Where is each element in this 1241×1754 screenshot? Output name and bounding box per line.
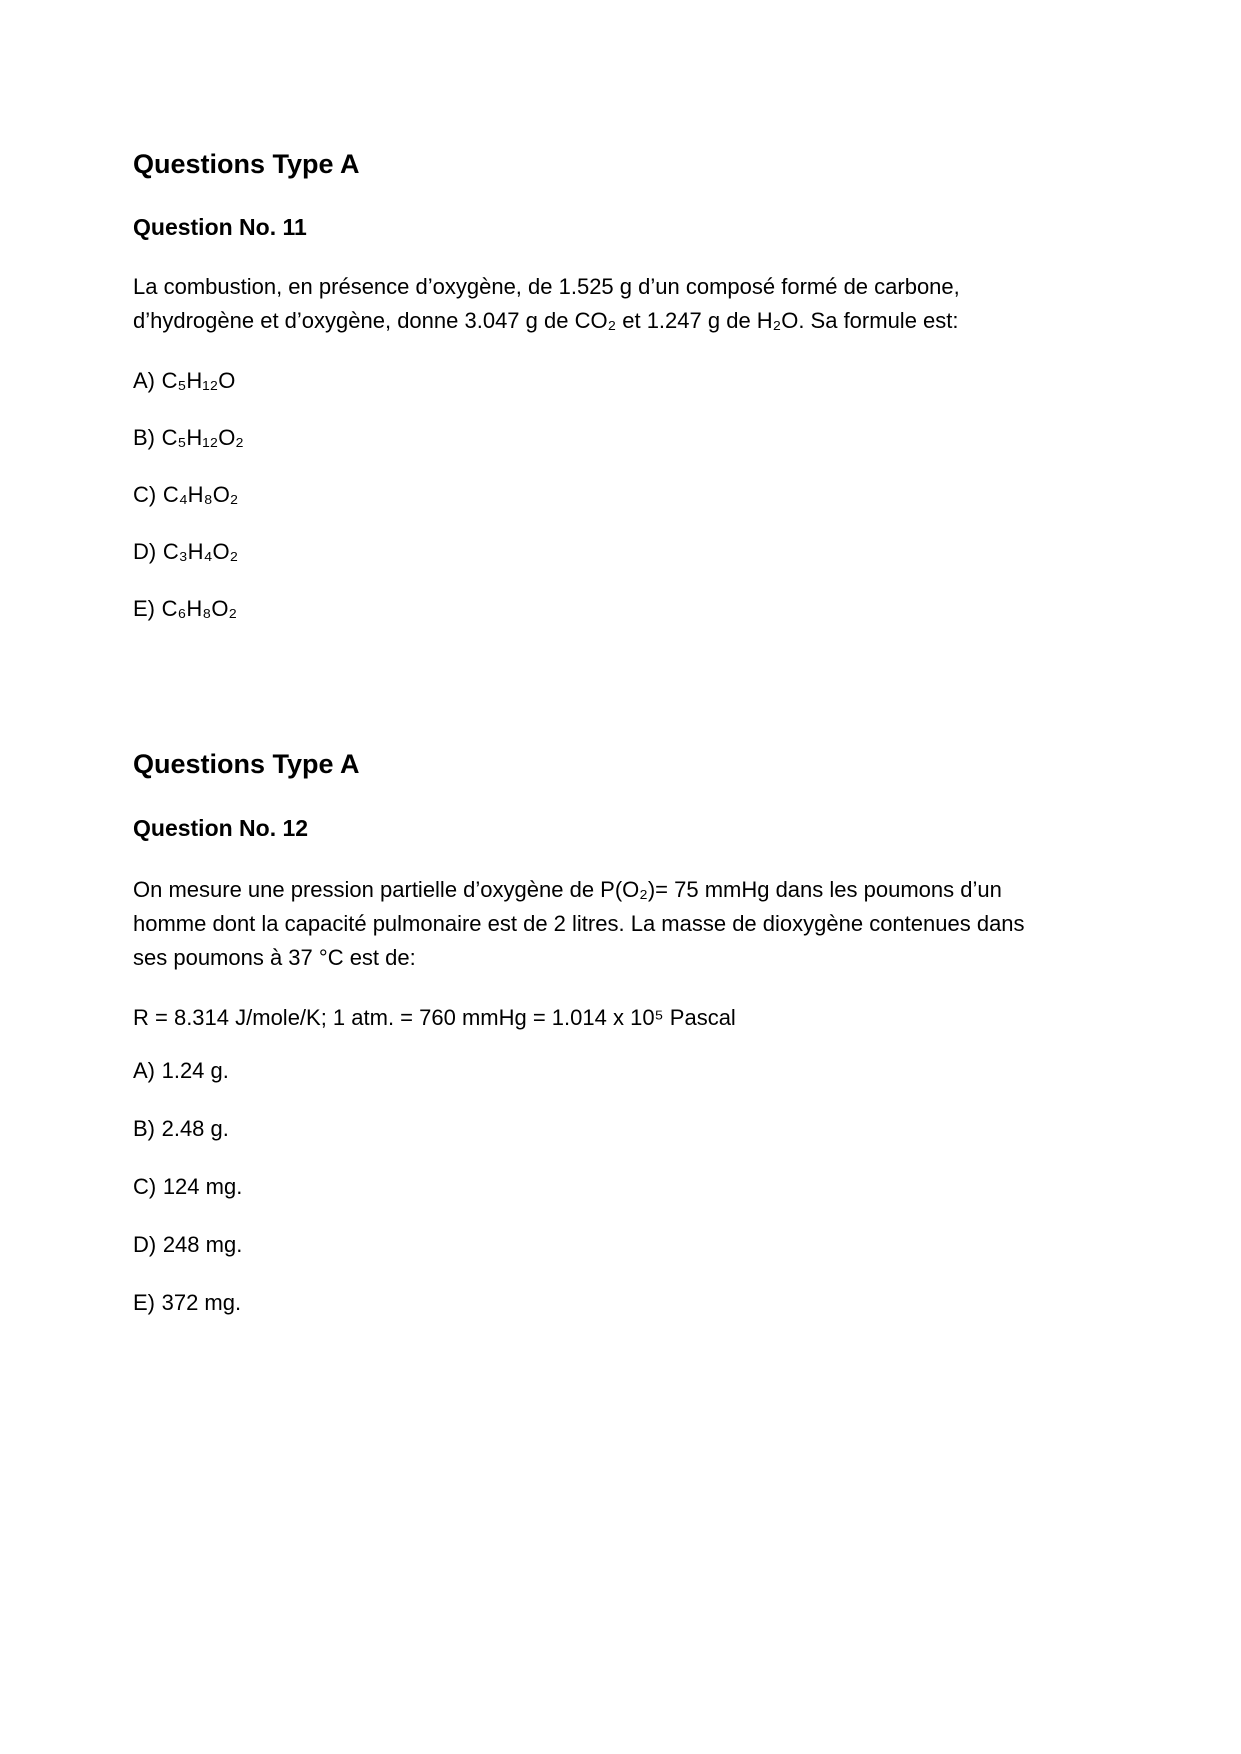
question-section-12 bbox=[133, 748, 1108, 1319]
question-section-11 bbox=[133, 148, 1108, 625]
section-heading: Questions Type A bbox=[133, 749, 360, 779]
option-value: 248 mg. bbox=[162, 1232, 243, 1257]
question-text-line: ses poumons à 37 °C est de: bbox=[133, 945, 416, 970]
options-list bbox=[133, 1054, 1108, 1319]
option-letter: E) bbox=[133, 596, 155, 621]
option-value: 124 mg. bbox=[162, 1174, 243, 1199]
option-c bbox=[133, 478, 1108, 511]
option-value: C₄H₈O₂ bbox=[162, 482, 239, 507]
question-number: Question No. 11 bbox=[133, 214, 307, 240]
option-value: C₅H₁₂O₂ bbox=[161, 425, 244, 450]
constants-line: R = 8.314 J/mole/K; 1 atm. = 760 mmHg = 1.014 x 10⁵ Pascal bbox=[133, 1005, 736, 1030]
option-c bbox=[133, 1170, 1108, 1203]
option-value: C₃H₄O₂ bbox=[162, 539, 239, 564]
option-letter: B) bbox=[133, 1116, 155, 1141]
option-value: 2.48 g. bbox=[161, 1116, 229, 1141]
option-letter: C) bbox=[133, 482, 157, 507]
option-letter: C) bbox=[133, 1174, 157, 1199]
option-value: C₅H₁₂O bbox=[161, 368, 236, 393]
question-text bbox=[133, 873, 1108, 975]
option-value: 1.24 g. bbox=[161, 1058, 229, 1083]
option-letter: A) bbox=[133, 1058, 155, 1083]
option-d bbox=[133, 535, 1108, 568]
question-text-line: homme dont la capacité pulmonaire est de 2 litres. La masse de dioxygène contenues dans bbox=[133, 911, 1025, 936]
option-d bbox=[133, 1228, 1108, 1261]
option-b bbox=[133, 421, 1108, 454]
option-a bbox=[133, 1054, 1108, 1087]
option-e bbox=[133, 1286, 1108, 1319]
question-text bbox=[133, 270, 1108, 338]
option-b bbox=[133, 1112, 1108, 1145]
option-letter: E) bbox=[133, 1290, 155, 1315]
option-letter: A) bbox=[133, 368, 155, 393]
option-letter: D) bbox=[133, 1232, 157, 1257]
option-letter: B) bbox=[133, 425, 155, 450]
section-heading: Questions Type A bbox=[133, 149, 360, 179]
question-number: Question No. 12 bbox=[133, 815, 309, 841]
option-value: C₆H₈O₂ bbox=[161, 596, 238, 621]
question-text-line: d’hydrogène et d’oxygène, donne 3.047 g de CO₂ et 1.247 g de H₂O. Sa formule est: bbox=[133, 308, 959, 333]
question-text-line: La combustion, en présence d’oxygène, de 1.525 g d’un composé formé de carbone, bbox=[133, 274, 960, 299]
options-list bbox=[133, 364, 1108, 625]
option-value: 372 mg. bbox=[161, 1290, 242, 1315]
option-letter: D) bbox=[133, 539, 157, 564]
option-a bbox=[133, 364, 1108, 397]
option-e bbox=[133, 592, 1108, 625]
question-text-line: On mesure une pression partielle d’oxygène de P(O₂)= 75 mmHg dans les poumons d’un bbox=[133, 877, 1002, 902]
